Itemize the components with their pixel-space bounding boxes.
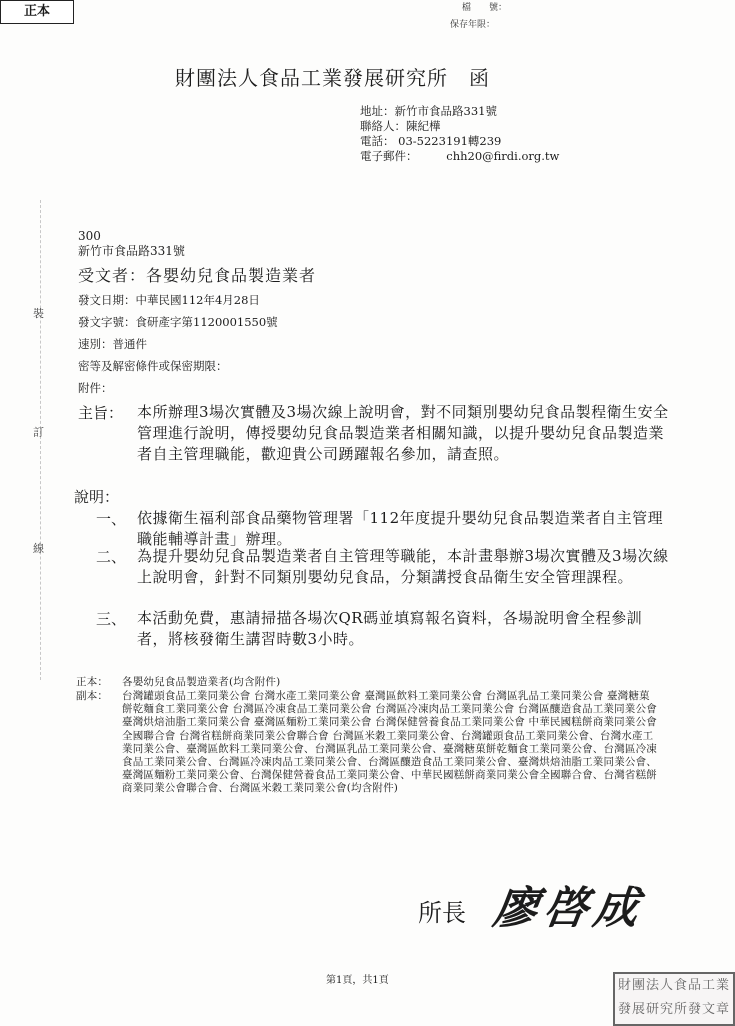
seal-line: 發展研究所發文章 (617, 1002, 730, 1017)
explanation-item-number: 一、 (96, 510, 127, 528)
explanation-item-text: 為提升嬰幼兒食品製造業者自主管理等職能，本計畫舉辦3場次實體及3場次線上說明會，針對不同類別嬰幼兒食品，分類講授食品衛生安全管理課程。 (137, 547, 669, 586)
delivery-speed: 速別：普通件 (78, 337, 147, 351)
original-recipient-label: 正本： (76, 676, 109, 688)
explanation-label: 說明： (74, 488, 120, 506)
explanation-item-number: 三、 (96, 610, 127, 628)
recipient-line: 受文者：各嬰幼兒食品製造業者 (78, 266, 317, 285)
issue-date: 發文日期：中華民國112年4月28日 (78, 293, 260, 307)
director-signature: 廖啓成 (490, 883, 648, 934)
recipient-street-address: 新竹市食品路331號 (78, 244, 185, 258)
official-seal-stamp (613, 972, 735, 1026)
reference-number: 發文字號：食研產字第1120001550號 (78, 315, 278, 329)
margin-mark-line: 線 (33, 542, 44, 555)
attachment-label: 附件： (78, 381, 113, 395)
contact-person: 聯絡人：陳紀樺 (360, 119, 441, 133)
retention-period-label: 保存年限： (450, 20, 496, 30)
explanation-item-text: 本活動免費，惠請掃描各場次QR碼並填寫報名資料，各場說明會全程參訓者，將核發衛生講習時數3小時。 (137, 609, 643, 648)
margin-mark-bind: 裝 (33, 307, 44, 320)
file-number-label: 檔 號： (462, 3, 508, 13)
explanation-item-text: 依據衛生福利部食品藥物管理署「112年度提升嬰幼兒食品製造業者自主管理職能輔導計畫」辦理。 (137, 509, 664, 548)
document-title: 財團法人食品工業發展研究所 函 (175, 66, 490, 90)
original-copy-badge: 正本 (0, 0, 74, 24)
subject-text: 本所辦理3場次實體及3場次線上說明會，對不同類別嬰幼兒食品製程衛生安全管理進行說明，傳授嬰幼兒食品製造業者相關知識，以提升嬰幼兒食品製造業者自主管理職能，歡迎貴公司踴躍報名參加，請查照。 (137, 403, 669, 463)
secrecy-level: 密等及解密條件或保密期限： (78, 359, 228, 373)
seal-line: 財團法人食品工業 (617, 978, 730, 993)
director-title: 所長 (418, 899, 466, 927)
copy-recipient-list: 台灣罐頭食品工業同業公會 台灣水產工業同業公會 臺灣區飲料工業同業公會 台灣區乳品工業同業公會 臺灣糖菓餅乾麵食工業同業公會 台灣區冷凍食品工業同業公會 台灣區冷凍肉品工業同業公會 台灣區釀造食品工業同業公會 臺灣烘焙油脂工業同業公會 臺灣區麵粉工業同業公會 台灣保健營養食品工業同業公會 中華民國糕餅商業同業公會全國聯合會 台灣省糕餅商業同業公會聯合會 台灣區米穀工業同業公會、台灣罐頭食品工業同業公會、台灣水產工業同業公會、臺灣區飲料工業同業公會、台灣區乳品工業同業公會、臺灣糖菓餅乾麵食工業同業公會、台灣區冷凍食品工業同業公會、台灣區冷凍肉品工業同業公會、台灣區釀造食品工業同業公會、臺灣烘焙油脂工業同業公會、臺灣區麵粉工業同業公會、台灣保健營養食品工業同業公會、中華民國糕餅商業同業公會全國聯合會、台灣省糕餅商業同業公會聯合會、台灣區米穀工業同業公會(均含附件) (122, 690, 657, 795)
explanation-item-number: 二、 (96, 548, 127, 566)
recipient-postal-code: 300 (78, 229, 101, 243)
copy-recipient-label: 副本： (76, 690, 109, 702)
page-number: 第1頁，共1頁 (326, 975, 389, 986)
contact-phone: 電話： 03-5223191轉239 (360, 134, 502, 148)
contact-email: 電子郵件： chh20@firdi.org.tw (360, 149, 560, 163)
original-recipient-text: 各嬰幼兒食品製造業者(均含附件) (122, 676, 281, 688)
binding-margin-line (40, 200, 41, 680)
sender-address: 地址：新竹市食品路331號 (360, 104, 497, 118)
subject-label: 主旨： (78, 404, 124, 422)
margin-mark-staple: 訂 (33, 426, 44, 439)
